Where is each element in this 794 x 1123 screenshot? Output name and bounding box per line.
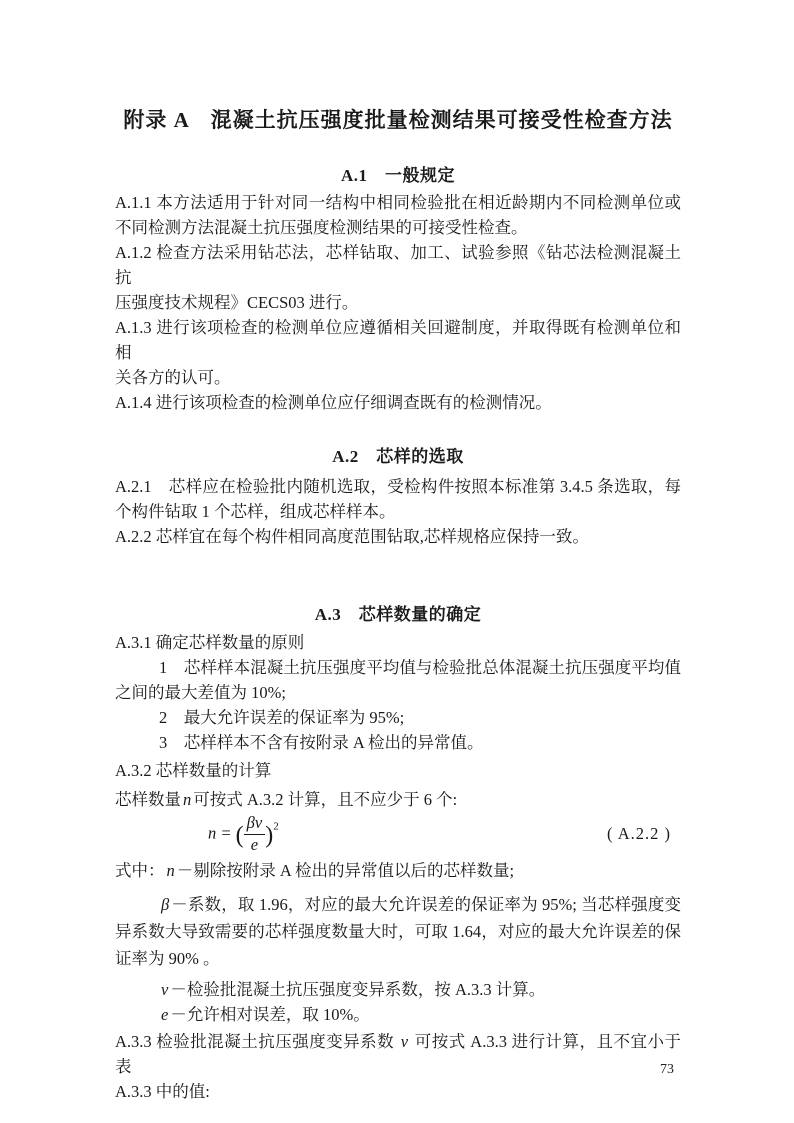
math-var-n: n [208, 822, 217, 842]
exponent: 2 [273, 819, 279, 832]
section-heading-a3: A.3 芯样数量的确定 [314, 605, 482, 624]
definition-e-rest: －允许相对误差，取 10%。 [170, 1005, 370, 1024]
clause-a33-rest: 可按式 A.3.3 进行计算，且不宜小于表 [115, 1032, 681, 1076]
where-rest: －剔除按附录 A 检出的异常值以后的芯样数量; [176, 861, 515, 880]
equation-number: ( A.2.2 ) [607, 824, 671, 843]
definition-beta-line1 [115, 891, 681, 918]
section-heading-a1: A.1 一般规定 [340, 166, 456, 185]
where-line [115, 858, 681, 883]
clause-a33-line2: A.3.3 中的值: [115, 1082, 210, 1101]
section-heading-a2: A.2 芯样的选取 [332, 447, 464, 466]
definition-beta-line3: 证率为 90% 。 [115, 949, 220, 968]
definition-e-line [115, 1002, 681, 1027]
open-paren: ( [235, 821, 244, 848]
clause-a31-heading: A.3.1 确定芯样数量的原则 [115, 633, 305, 652]
fraction-denominator: e [250, 834, 259, 854]
math-var-n: n [183, 790, 192, 809]
clause-a32-heading: A.3.2 芯样数量的计算 [115, 761, 272, 780]
list-item-1-line1: 1 芯样样本混凝土抗压强度平均值与检验批总体混凝土抗压强度平均值 [159, 658, 681, 677]
paragraph-a112-line2: 压强度技术规程》CECS03 进行。 [115, 293, 359, 312]
math-var-v: v [161, 980, 169, 999]
equals-sign: = [220, 822, 232, 842]
fraction-numerator: βv [244, 814, 266, 835]
paragraph-a111-line1: A.1.1 本方法适用于针对同一结构中相同检验批在相近龄期内不同检测单位或 [115, 193, 681, 212]
definition-beta-line2: 异系数大导致需要的芯样强度数量大时，可取 1.64，对应的最大允许误差的保 [115, 922, 681, 941]
paragraph-a222: A.2.2 芯样宜在每个构件相同高度范围钻取,芯样规格应保持一致。 [115, 527, 589, 546]
page-title: 附录 A 混凝土抗压强度批量检测结果可接受性检查方法 [123, 108, 673, 132]
math-var-beta: β [161, 895, 170, 914]
math-var-v: v [400, 1032, 409, 1051]
equation-a32 [208, 814, 279, 855]
definition-v-line [115, 977, 681, 1002]
list-item-3: 3 芯样样本不含有按附录 A 检出的异常值。 [159, 733, 484, 752]
paragraph-a221-line2: 个构件钻取 1 个芯样，组成芯样样本。 [115, 502, 396, 521]
paragraph-a112-line1: A.1.2 检查方法采用钻芯法，芯样钻取、加工、试验参照《钻芯法检测混凝土抗 [115, 243, 681, 287]
close-paren: ) [265, 821, 274, 848]
list-item-2: 2 最大允许误差的保证率为 95%; [159, 708, 405, 727]
paragraph-a113-line2: 关各方的认可。 [115, 368, 231, 387]
formula-intro-line [115, 787, 681, 812]
page-number: 73 [660, 1062, 674, 1077]
clause-a33-prefix: A.3.3 检验批混凝土抗压强度变异系数 [115, 1032, 399, 1051]
where-prefix: 式中： [115, 861, 165, 880]
formula-intro-prefix: 芯样数量 [115, 790, 181, 809]
math-var-n: n [166, 861, 175, 880]
page-content [115, 0, 681, 1104]
paragraph-a114: A.1.4 进行该项检查的检测单位应仔细调查既有的检测情况。 [115, 393, 552, 412]
definition-beta-rest: －系数，取 1.96，对应的最大允许误差的保证率为 95%; 当芯样强度变 [171, 895, 681, 914]
clause-a33-line1 [115, 1029, 681, 1079]
definition-v-rest: －检验批混凝土抗压强度变异系数，按 A.3.3 计算。 [170, 980, 546, 999]
list-item-1-line2: 之间的最大差值为 10%; [115, 683, 286, 702]
paragraph-a113-line1: A.1.3 进行该项检查的检测单位应遵循相关回避制度，并取得既有检测单位和相 [115, 318, 681, 362]
math-var-e: e [161, 1005, 169, 1024]
paragraph-a111-line2: 不同检测方法混凝土抗压强度检测结果的可接受性检查。 [115, 218, 528, 237]
fraction [244, 814, 266, 855]
equation-row [115, 812, 681, 856]
paragraph-a221-line1: A.2.1 芯样应在检验批内随机选取，受检构件按照本标准第 3.4.5 条选取，每 [115, 477, 681, 496]
formula-intro-rest: 可按式 A.3.2 计算，且不应少于 6 个: [193, 790, 458, 809]
